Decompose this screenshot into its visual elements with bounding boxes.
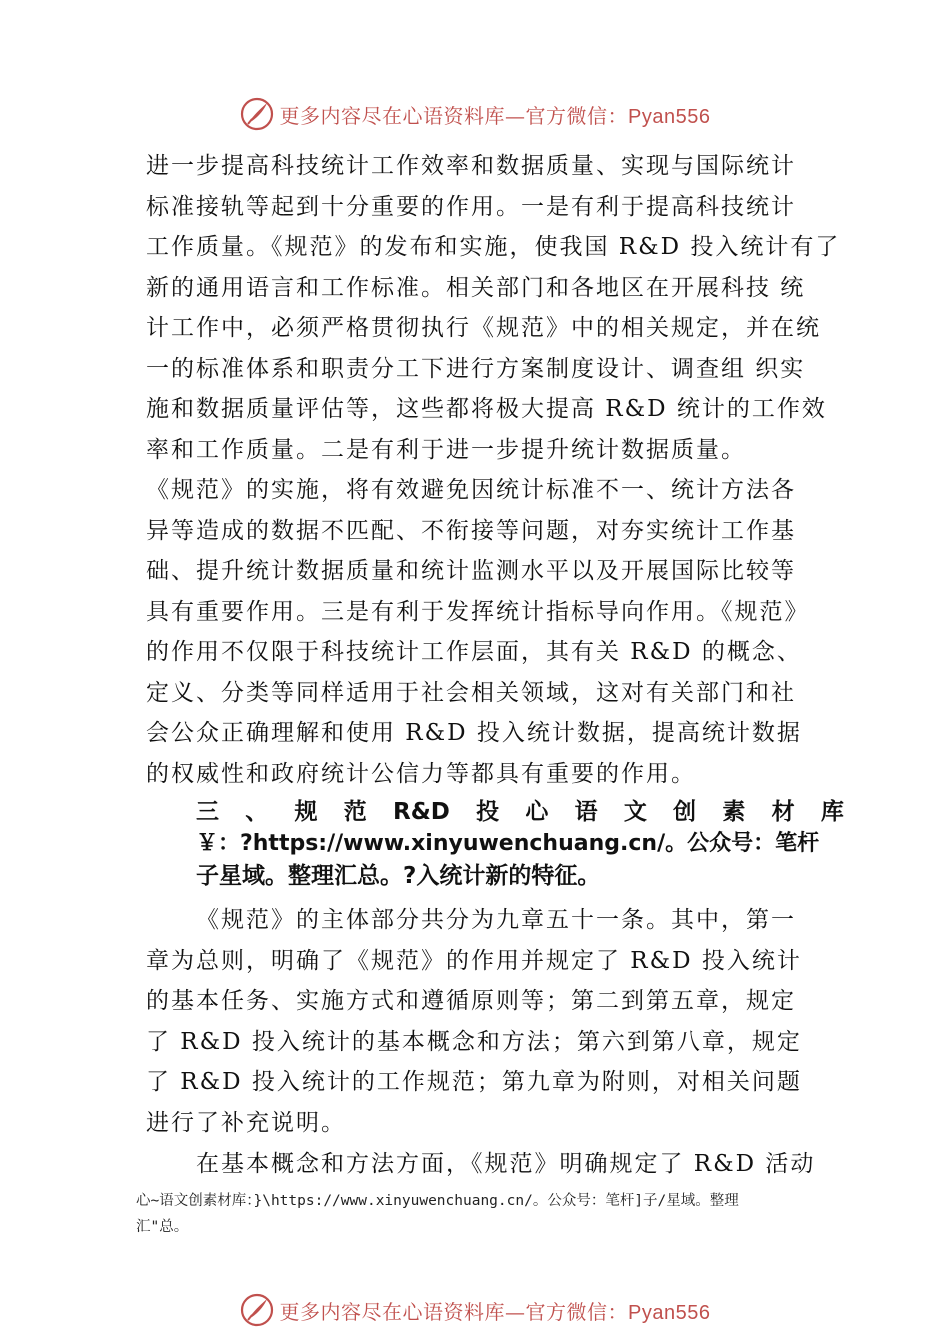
heading-token: 文 (623, 799, 647, 825)
heading-token: 材 (771, 799, 795, 825)
heading-token: 规 (294, 799, 318, 825)
text-line: 的作用不仅限于科技统计工作层面，其有关 R&D 的概念、 (146, 639, 802, 665)
heading-token: 语 (574, 799, 598, 825)
text-line: 计工作中，必须严格贯彻执行《规范》中的相关规定，并在统 (146, 315, 821, 341)
text-line: 《规范》的主体部分共分为九章五十一条。其中，第一 (196, 907, 796, 933)
heading-token: 库 (820, 799, 844, 825)
text-line: 进行了补充说明。 (146, 1109, 346, 1136)
heading-token: 、 (245, 799, 269, 825)
heading-token: 投 (476, 799, 500, 825)
banner-text: 更多内容尽在心语资料库—官方微信：Pyan556 (279, 1299, 711, 1324)
quill-logo-icon (240, 97, 274, 131)
text-line: 异等造成的数据不匹配、不衔接等问题，对夯实统计工作基 (146, 517, 796, 544)
text-line: 会公众正确理解和使用 R&D 投入统计数据，提高统计数据 (146, 720, 802, 746)
text-line: 的权威性和政府统计公信力等都具有重要的作用。 (146, 760, 696, 787)
heading-line-2: ￥：?https://www.xinyuwenchuang.cn/。公众号：笔杆 (196, 831, 820, 856)
wechat-id: Pyan556 (628, 105, 711, 128)
text-line: 了 R&D 投入统计的工作规范；第九章为附则，对相关问题 (146, 1069, 802, 1095)
text-line: 新的通用语言和工作标准。相关部门和各地区在开展科技 统 (146, 274, 806, 301)
footer-banner (0, 1290, 950, 1330)
text-line: 础、提升统计数据质量和统计监测水平以及开展国际比较等 (146, 558, 796, 584)
heading-line-1 (196, 796, 844, 828)
text-line: 工作质量。《规范》的发布和实施，使我国 R&D 投入统计有了 (146, 234, 841, 260)
footnote-line: 汇"总。 (136, 1219, 189, 1235)
wechat-id: Pyan556 (628, 1301, 711, 1324)
heading-token: R&D (393, 799, 450, 825)
text-line: 具有重要作用。三是有利于发挥统计指标导向作用。《规范》 (146, 598, 810, 625)
text-line: 施和数据质量评估等，这些都将极大提高 R&D 统计的工作效 (146, 396, 827, 422)
paragraph-2 (146, 900, 836, 1143)
footnote-line: 心~语文创素材库：}\https://www.xinyuwenchuang.cn/。公众号：笔杆]子/星域。整理 (136, 1193, 739, 1209)
heading-token: 创 (673, 799, 697, 825)
text-line: 进一步提高科技统计工作效率和数据质量、实现与国际统计 (146, 153, 796, 179)
heading-token: 三 (196, 799, 219, 825)
text-line: 的基本任务、实施方式和遵循原则等；第二到第五章，规定 (146, 988, 796, 1014)
section-heading (196, 796, 844, 892)
heading-token: 心 (525, 799, 549, 825)
header-banner (0, 94, 950, 134)
paragraph-1 (146, 146, 841, 794)
text-line: 定义、分类等同样适用于社会相关领域，这对有关部门和社 (146, 679, 796, 706)
banner-text: 更多内容尽在心语资料库—官方微信：Pyan556 (279, 103, 711, 128)
quill-logo-icon (240, 1293, 274, 1327)
footnote (136, 1188, 846, 1240)
paragraph-3 (146, 1144, 836, 1185)
text-line: 一的标准体系和职责分工下进行方案制度设计、调查组 织实 (146, 355, 806, 382)
text-line: 《规范》的实施，将有效避免因统计标准不一、统计方法各 (146, 477, 796, 503)
text-line: 章为总则，明确了《规范》的作用并规定了 R&D 投入统计 (146, 947, 802, 974)
heading-line-3: 子星域。整理汇总。?入统计新的特征。 (196, 863, 601, 889)
text-line: 在基本概念和方法方面，《规范》明确规定了 R&D 活动 (196, 1151, 816, 1177)
text-line: 率和工作质量。二是有利于进一步提升统计数据质量。 (146, 436, 746, 463)
text-line: 了 R&D 投入统计的基本概念和方法；第六到第八章，规定 (146, 1028, 802, 1055)
heading-token: 素 (722, 799, 746, 825)
heading-token: 范 (343, 799, 367, 825)
text-line: 标准接轨等起到十分重要的作用。一是有利于提高科技统计 (146, 193, 796, 220)
